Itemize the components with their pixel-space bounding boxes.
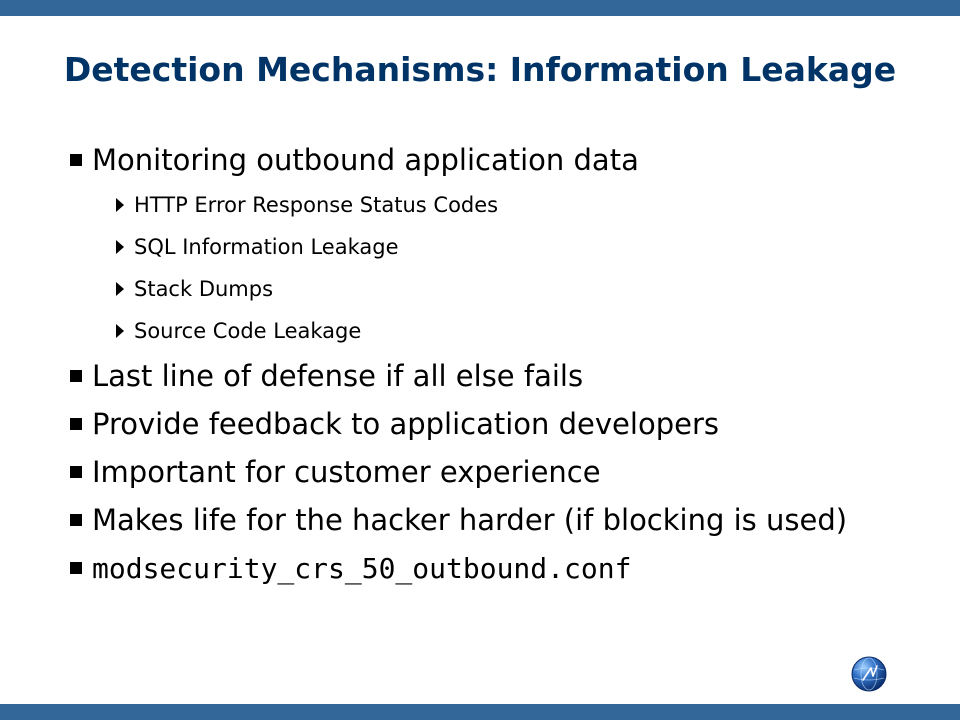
bullet-item <box>70 352 930 400</box>
square-bullet-icon <box>70 418 82 430</box>
bullet-text: Last line of defense if all else fails <box>92 359 584 393</box>
sub-bullet-item <box>70 184 930 226</box>
globe-logo-icon <box>851 656 887 692</box>
sub-bullet-item <box>70 268 930 310</box>
top-accent-bar <box>0 0 960 16</box>
bullet-item <box>70 448 930 496</box>
bottom-accent-bar <box>0 704 960 720</box>
bullet-list <box>70 136 930 592</box>
bullet-text: Provide feedback to application developers <box>92 407 719 441</box>
bullet-text: Monitoring outbound application data <box>92 143 639 177</box>
slide-title: Detection Mechanisms: Information Leakage <box>63 50 897 89</box>
square-bullet-icon <box>70 514 82 526</box>
square-bullet-icon <box>70 370 82 382</box>
sub-bullet-item <box>70 226 930 268</box>
bullet-text: Makes life for the hacker harder (if blocking is used) <box>92 503 848 537</box>
bullet-text: Important for customer experience <box>92 455 601 489</box>
square-bullet-icon <box>70 562 82 574</box>
sub-bullet-text: HTTP Error Response Status Codes <box>134 193 499 217</box>
sub-bullet-item <box>70 310 930 352</box>
bullet-item <box>70 400 930 448</box>
sub-bullet-text: Source Code Leakage <box>134 319 362 343</box>
sub-bullet-text: SQL Information Leakage <box>134 235 399 259</box>
bullet-item <box>70 544 930 592</box>
square-bullet-icon <box>70 466 82 478</box>
bullet-item <box>70 496 930 544</box>
bullet-item <box>70 136 930 184</box>
right-triangle-bullet-icon <box>116 198 124 212</box>
right-triangle-bullet-icon <box>116 282 124 296</box>
right-triangle-bullet-icon <box>116 240 124 254</box>
sub-bullet-text: Stack Dumps <box>134 277 274 301</box>
right-triangle-bullet-icon <box>116 324 124 338</box>
square-bullet-icon <box>70 154 82 166</box>
config-filename: modsecurity_crs_50_outbound.conf <box>92 551 632 585</box>
